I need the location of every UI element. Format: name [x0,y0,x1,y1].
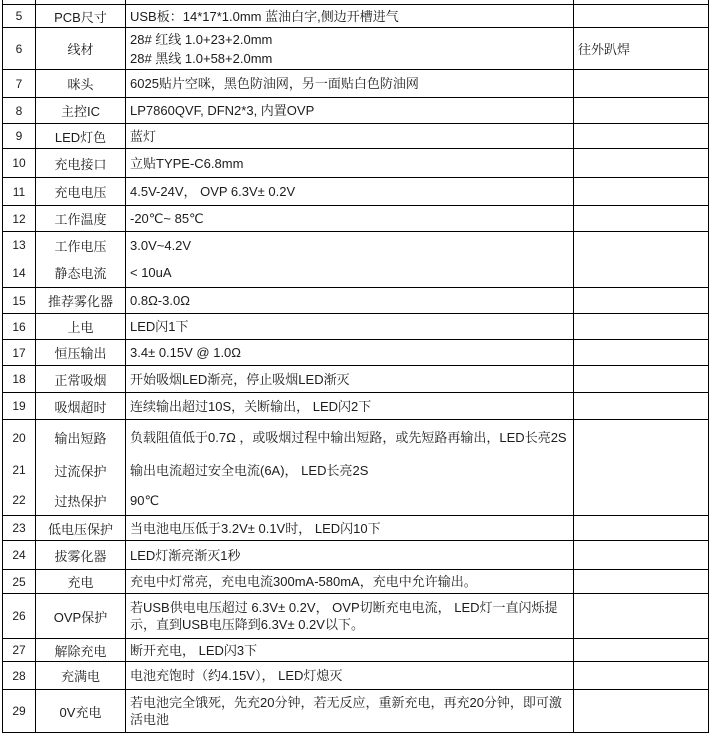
table-row [3,28,708,70]
spec-value-cell [126,594,574,638]
spec-name: 过热保护 [54,493,107,509]
spec-value-cell [126,516,574,540]
table-row [3,340,708,366]
row-number-cell [3,393,36,419]
remark-cell [574,420,708,515]
spec-value: 电池充饱时（约4.15V）， LED灯熄灭 [130,668,343,683]
spec-value: 4.5V-24V， OVP 6.3V± 0.2V [130,184,296,199]
spec-name: 线材 [67,42,94,57]
row-number-cell [3,178,36,205]
spec-name-cell [36,366,126,392]
table-row [3,662,708,690]
spec-value-cell [126,206,574,231]
spec-value-cell [126,662,574,689]
table-row [3,206,708,232]
spec-value: 连续输出超过10S，关断输出， LED闪2下 [130,398,372,414]
remark-cell [574,366,708,392]
spec-name: 工作电压 [54,238,107,254]
row-number-cell [3,314,36,339]
row-number-cell [3,232,36,287]
spec-name: 过流保护 [54,463,107,479]
row-number: 8 [15,103,23,118]
row-number-cell [3,662,36,689]
spec-value-cell [126,340,574,365]
table-row [3,149,708,178]
spec-value-cell [126,420,574,515]
spec-value-cell [126,98,574,123]
spec-name: 0V充电 [59,704,102,720]
spec-value: 负载阻值低于0.7Ω ，或吸烟过程中输出短路，或先短路再输出，LED长亮2S [130,430,567,445]
remark-cell [574,314,708,339]
spec-value: LP7860QVF, DFN2*3, 内置OVP [130,103,315,118]
spec-name-cell [36,124,126,148]
row-number: 14 [12,265,26,280]
spec-name: PCB尺寸 [54,9,107,25]
spec-value: -20℃~ 85℃ [130,211,204,226]
spec-value-cell [126,124,574,148]
remark-cell [574,340,708,365]
table-row [3,516,708,541]
row-number: 27 [12,643,26,657]
spec-name-cell [36,28,126,69]
row-number-cell [3,98,36,123]
table-row [3,570,708,594]
remark-cell [574,124,708,148]
row-number-cell [3,0,36,4]
remark-cell [574,98,708,123]
spec-name: 充满电 [60,669,100,684]
row-number: 10 [12,156,26,170]
spec-name: 上电 [67,320,94,335]
table-row-group [3,420,708,516]
spec-value: 90℃ [130,492,160,508]
remark-cell [574,288,708,313]
remark-cell [574,639,708,661]
spec-value: LED闪1下 [130,319,189,334]
row-number-cell [3,149,36,177]
row-number-cell [3,124,36,148]
row-number-cell [3,570,36,593]
table-row [3,594,708,639]
remark-cell [574,662,708,689]
remark-cell [574,28,708,69]
row-number: 22 [12,493,26,507]
table-row [3,314,708,340]
remark-cell [574,570,708,593]
row-number: 18 [12,372,26,386]
spec-value-line: 28# 红线 1.0+23+2.0mm [130,31,273,47]
remark-cell [574,149,708,177]
spec-name-cell [36,314,126,339]
spec-name-cell [36,340,126,365]
spec-value-cell [126,314,574,339]
spec-name-cell [36,178,126,205]
row-number: 17 [12,345,26,360]
remark-cell [574,178,708,205]
spec-name: 静态电流 [54,266,107,281]
row-number-cell [3,541,36,569]
spec-value-line: 28# 黑线 1.0+58+2.0mm [130,50,273,66]
table-row [3,541,708,570]
spec-value-cell [126,0,574,4]
spec-name-cell [36,5,126,27]
spec-value-cell [126,149,574,177]
table-row [3,639,708,662]
remark-cell [574,690,708,732]
row-number-cell [3,366,36,392]
spec-name-cell [36,70,126,97]
spec-name-cell [36,98,126,123]
spec-name: 主控IC [60,104,100,119]
row-number: 16 [12,319,26,334]
table-row [3,393,708,420]
spec-value-lines [130,30,272,68]
spec-name: 恒压输出 [54,346,107,361]
table-row [3,124,708,149]
row-number: 26 [12,609,26,623]
spec-name-cell [36,0,126,4]
spec-value-cell [126,690,574,732]
row-number-cell [3,516,36,540]
spec-value: 0.8Ω-3.0Ω [130,293,190,308]
spec-value: 立贴TYPE-C6.8mm [130,155,244,171]
table-row [3,98,708,124]
spec-name-cell [36,420,126,515]
table-row [3,5,708,28]
spec-value-cell [126,639,574,661]
spec-name: 推荐雾化器 [47,294,113,309]
table-row [3,366,708,393]
spec-value-cell [126,288,574,313]
row-number-cell [3,28,36,69]
spec-value: 当电池电压低于3.2V± 0.1V时， LED闪10下 [130,520,381,536]
row-number: 13 [12,238,26,252]
spec-name: 咪头 [67,77,94,92]
spec-name-cell [36,288,126,313]
row-number-cell [3,639,36,661]
row-number: 15 [12,293,26,308]
spec-value: 输出电流超过安全电流(6A)， LED长亮2S [130,462,369,478]
row-number: 6 [15,41,23,56]
spec-name-cell [36,594,126,638]
table-row [3,70,708,98]
row-number-cell [3,70,36,97]
spec-value-cell [126,178,574,205]
row-number: 19 [12,399,26,413]
row-number-cell [3,206,36,231]
spec-value: 断开充电， LED闪3下 [130,642,258,658]
spec-name: 正常吸烟 [54,372,107,388]
row-number-cell [3,288,36,313]
remark-cell [574,206,708,231]
row-number-cell [3,5,36,27]
spec-table [2,0,709,733]
remark-cell [574,70,708,97]
row-number: 23 [12,521,26,535]
spec-value-cell [126,393,574,419]
spec-name: LED灯色 [54,129,107,145]
spec-name: 解除充电 [54,643,107,659]
spec-name: 输出短路 [54,431,107,446]
row-number-cell [3,420,36,515]
spec-name: 充电 [67,575,94,590]
row-number: 12 [12,211,26,226]
spec-name: 拔雾化器 [54,548,107,564]
remark-cell [574,5,708,27]
remark-cell [574,541,708,569]
remark-cell [574,594,708,638]
spec-value: < 10uA [130,265,172,280]
spec-name-cell [36,232,126,287]
row-number: 24 [12,548,26,562]
spec-name-cell [36,206,126,231]
spec-name: OVP保护 [53,609,108,625]
row-number: 11 [12,184,26,199]
row-number: 21 [12,463,26,477]
remark-cell [574,232,708,287]
row-number: 25 [12,574,26,589]
spec-name: 吸烟超时 [54,399,107,415]
row-number: 20 [12,430,26,445]
spec-name-cell [36,570,126,593]
remark-cell [574,516,708,540]
row-number: 7 [15,76,23,91]
spec-name-cell [36,662,126,689]
spec-value-cell [126,366,574,392]
spec-value-cell [126,570,574,593]
spec-value: 蓝灯 [130,128,157,144]
spec-value: 3.4± 0.15V @ 1.0Ω [130,345,242,360]
spec-value: LED灯渐亮渐灭1秒 [130,547,241,563]
spec-name: 低电压保护 [47,521,113,537]
spec-name-cell [36,393,126,419]
spec-value-cell [126,232,574,287]
spec-name: 工作温度 [54,212,107,227]
spec-name-cell [36,690,126,732]
spec-value: USB板：14*17*1.0mm 蓝油白字,侧边开槽进气 [130,8,399,24]
spec-value-cell [126,541,574,569]
spec-value-cell [126,5,574,27]
spec-name-cell [36,149,126,177]
spec-value-cell [126,70,574,97]
spec-value: 开始吸烟LED渐亮，停止吸烟LED渐灭 [130,371,350,387]
row-number: 28 [12,668,26,683]
row-number: 9 [15,129,23,143]
table-row [3,178,708,206]
spec-value: 充电中灯常亮，充电电流300mA-580mA，充电中允许输出。 [130,574,477,589]
remark-cell [574,0,708,4]
spec-value: 若USB供电电压超过 6.3V± 0.2V， OVP切断充电电流， LED灯一直闪烁提示，直到USB电压降到6.3V± 0.2V以下。 [130,600,558,632]
spec-name-cell [36,516,126,540]
table-row-group [3,232,708,288]
spec-value-cell [126,28,574,69]
row-number: 29 [12,704,26,718]
spec-value: 若电池完全饿死，先充20分钟，若无反应，重新充电，再充20分钟，即可激活电池 [130,695,562,727]
spec-name: 充电电压 [54,185,107,200]
table-row [3,288,708,314]
spec-value: 6025贴片空咪，黑色防油网，另一面贴白色防油网 [130,76,419,91]
spec-name-cell [36,639,126,661]
row-number-cell [3,594,36,638]
row-number-cell [3,690,36,732]
remark-cell [574,393,708,419]
spec-name: 充电接口 [54,156,107,172]
remark-text: 往外趴焊 [578,42,631,57]
spec-name-cell [36,541,126,569]
row-number: 5 [15,9,23,23]
table-row [3,690,708,733]
row-number-cell [3,340,36,365]
spec-value: 3.0V~4.2V [130,237,192,253]
